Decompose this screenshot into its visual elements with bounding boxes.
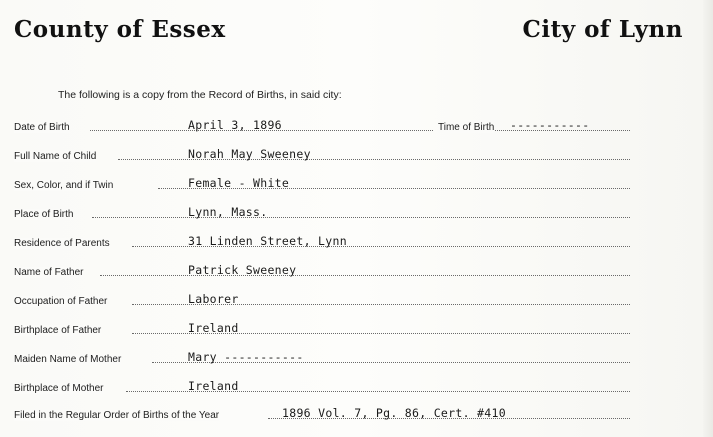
- time-of-birth-value: -----------: [510, 118, 590, 132]
- row-filed: [14, 405, 630, 421]
- filed-label: Filed in the Regular Order of Births of the Year: [14, 410, 220, 421]
- intro-text: The following is a copy from the Record of Births, in said city:: [58, 89, 342, 101]
- father-occupation-value: Laborer: [188, 292, 239, 306]
- full-name-value: Norah May Sweeney: [188, 147, 311, 161]
- place-of-birth-value: Lynn, Mass.: [188, 205, 268, 219]
- mother-maiden-label: Maiden Name of Mother: [14, 354, 122, 365]
- city-heading: City of Lynn: [522, 16, 683, 43]
- row-date-of-birth: [14, 117, 634, 133]
- father-name-value: Patrick Sweeney: [188, 263, 297, 277]
- date-of-birth-label: Date of Birth: [14, 122, 70, 133]
- mother-birthplace-label: Birthplace of Mother: [14, 383, 104, 394]
- row-residence: [14, 233, 630, 249]
- time-of-birth-label: Time of Birth: [438, 122, 495, 133]
- row-full-name: [14, 146, 630, 162]
- residence-value: 31 Linden Street, Lynn: [188, 234, 347, 248]
- page-edge: [703, 0, 713, 437]
- residence-label: Residence of Parents: [14, 238, 110, 249]
- sex-color-value: Female - White: [188, 176, 290, 190]
- row-father-occupation: [14, 291, 630, 307]
- mother-birthplace-value: Ireland: [188, 379, 239, 393]
- mother-maiden-value: Mary -----------: [188, 350, 304, 364]
- father-birthplace-value: Ireland: [188, 321, 239, 335]
- row-father-name: [14, 262, 630, 278]
- father-occupation-label: Occupation of Father: [14, 296, 108, 307]
- row-mother-birthplace: [14, 378, 630, 394]
- date-of-birth-value: April 3, 1896: [188, 118, 282, 132]
- row-sex-color: [14, 175, 630, 191]
- dotted-line: [92, 217, 630, 218]
- father-name-label: Name of Father: [14, 267, 84, 278]
- place-of-birth-label: Place of Birth: [14, 209, 74, 220]
- row-place-of-birth: [14, 204, 630, 220]
- sex-color-label: Sex, Color, and if Twin: [14, 180, 114, 191]
- row-father-birthplace: [14, 320, 630, 336]
- dotted-line: [100, 275, 630, 276]
- county-heading: County of Essex: [14, 16, 226, 43]
- filed-value: 1896 Vol. 7, Pg. 86, Cert. #410: [282, 406, 506, 420]
- row-mother-maiden: [14, 349, 630, 365]
- full-name-label: Full Name of Child: [14, 151, 97, 162]
- father-birthplace-label: Birthplace of Father: [14, 325, 102, 336]
